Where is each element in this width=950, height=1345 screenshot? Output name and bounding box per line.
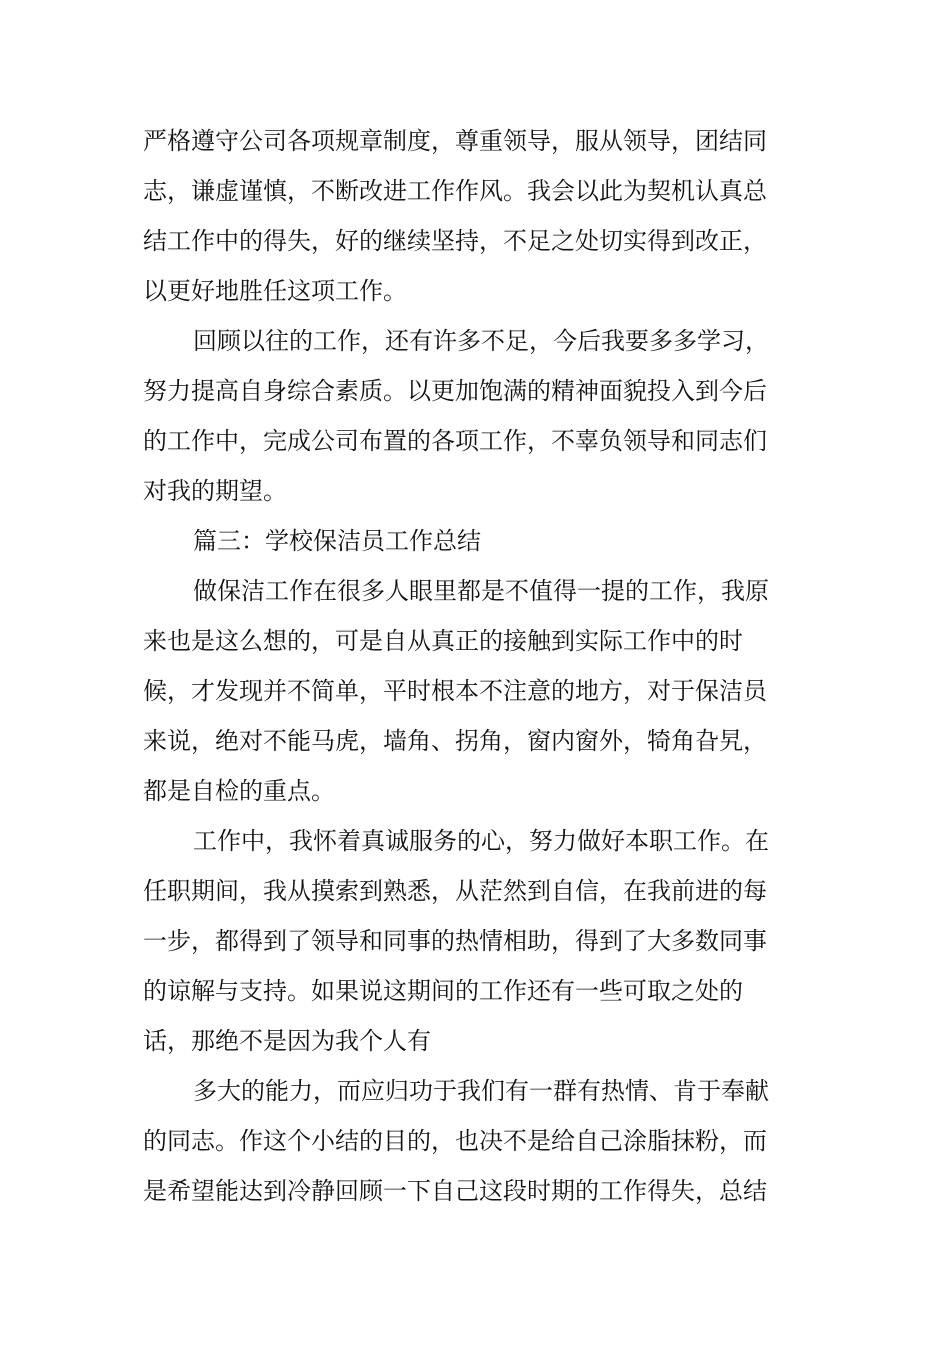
text-line: 的工作中，完成公司布置的各项工作，不辜负领导和同志们 xyxy=(143,427,767,455)
text-line: 志，谦虚谨慎，不断改进工作作风。我会以此为契机认真总 xyxy=(143,177,767,205)
text-line: 对我的期望。 xyxy=(143,477,287,505)
text-line: 努力提高自身综合素质。以更加饱满的精神面貌投入到今后 xyxy=(143,377,767,405)
text-line: 回顾以往的工作，还有许多不足，今后我要多多学习， xyxy=(193,327,769,355)
text-line: 都是自检的重点。 xyxy=(143,777,335,805)
text-line: 来说，绝对不能马虎，墙角、拐角，窗内窗外，犄角旮旯， xyxy=(143,727,767,755)
text-line: 的同志。作这个小结的目的，也决不是给自己涂脂抹粉，而 xyxy=(143,1127,767,1155)
text-line: 工作中，我怀着真诚服务的心，努力做好本职工作。在 xyxy=(193,827,769,855)
text-line: 任职期间，我从摸索到熟悉，从茫然到自信，在我前进的每 xyxy=(143,877,767,905)
text-line: 一步，都得到了领导和同事的热情相助，得到了大多数同事 xyxy=(143,927,767,955)
text-line: 做保洁工作在很多人眼里都是不值得一提的工作，我原 xyxy=(193,577,769,605)
text-line: 候，才发现并不简单，平时根本不注意的地方，对于保洁员 xyxy=(143,677,767,705)
text-line: 以更好地胜任这项工作。 xyxy=(143,277,407,305)
section-heading: 篇三：学校保洁员工作总结 xyxy=(193,527,481,555)
text-line: 多大的能力，而应归功于我们有一群有热情、肯于奉献 xyxy=(193,1077,769,1105)
text-line: 严格遵守公司各项规章制度，尊重领导，服从领导，团结同 xyxy=(143,127,767,155)
text-line: 是希望能达到冷静回顾一下自己这段时期的工作得失，总结 xyxy=(143,1177,767,1205)
text-line: 的谅解与支持。如果说这期间的工作还有一些可取之处的 xyxy=(143,977,743,1005)
text-line: 话，那绝不是因为我个人有 xyxy=(143,1027,431,1055)
text-line: 来也是这么想的，可是自从真正的接触到实际工作中的时 xyxy=(143,627,743,655)
text-line: 结工作中的得失，好的继续坚持，不足之处切实得到改正， xyxy=(143,227,767,255)
